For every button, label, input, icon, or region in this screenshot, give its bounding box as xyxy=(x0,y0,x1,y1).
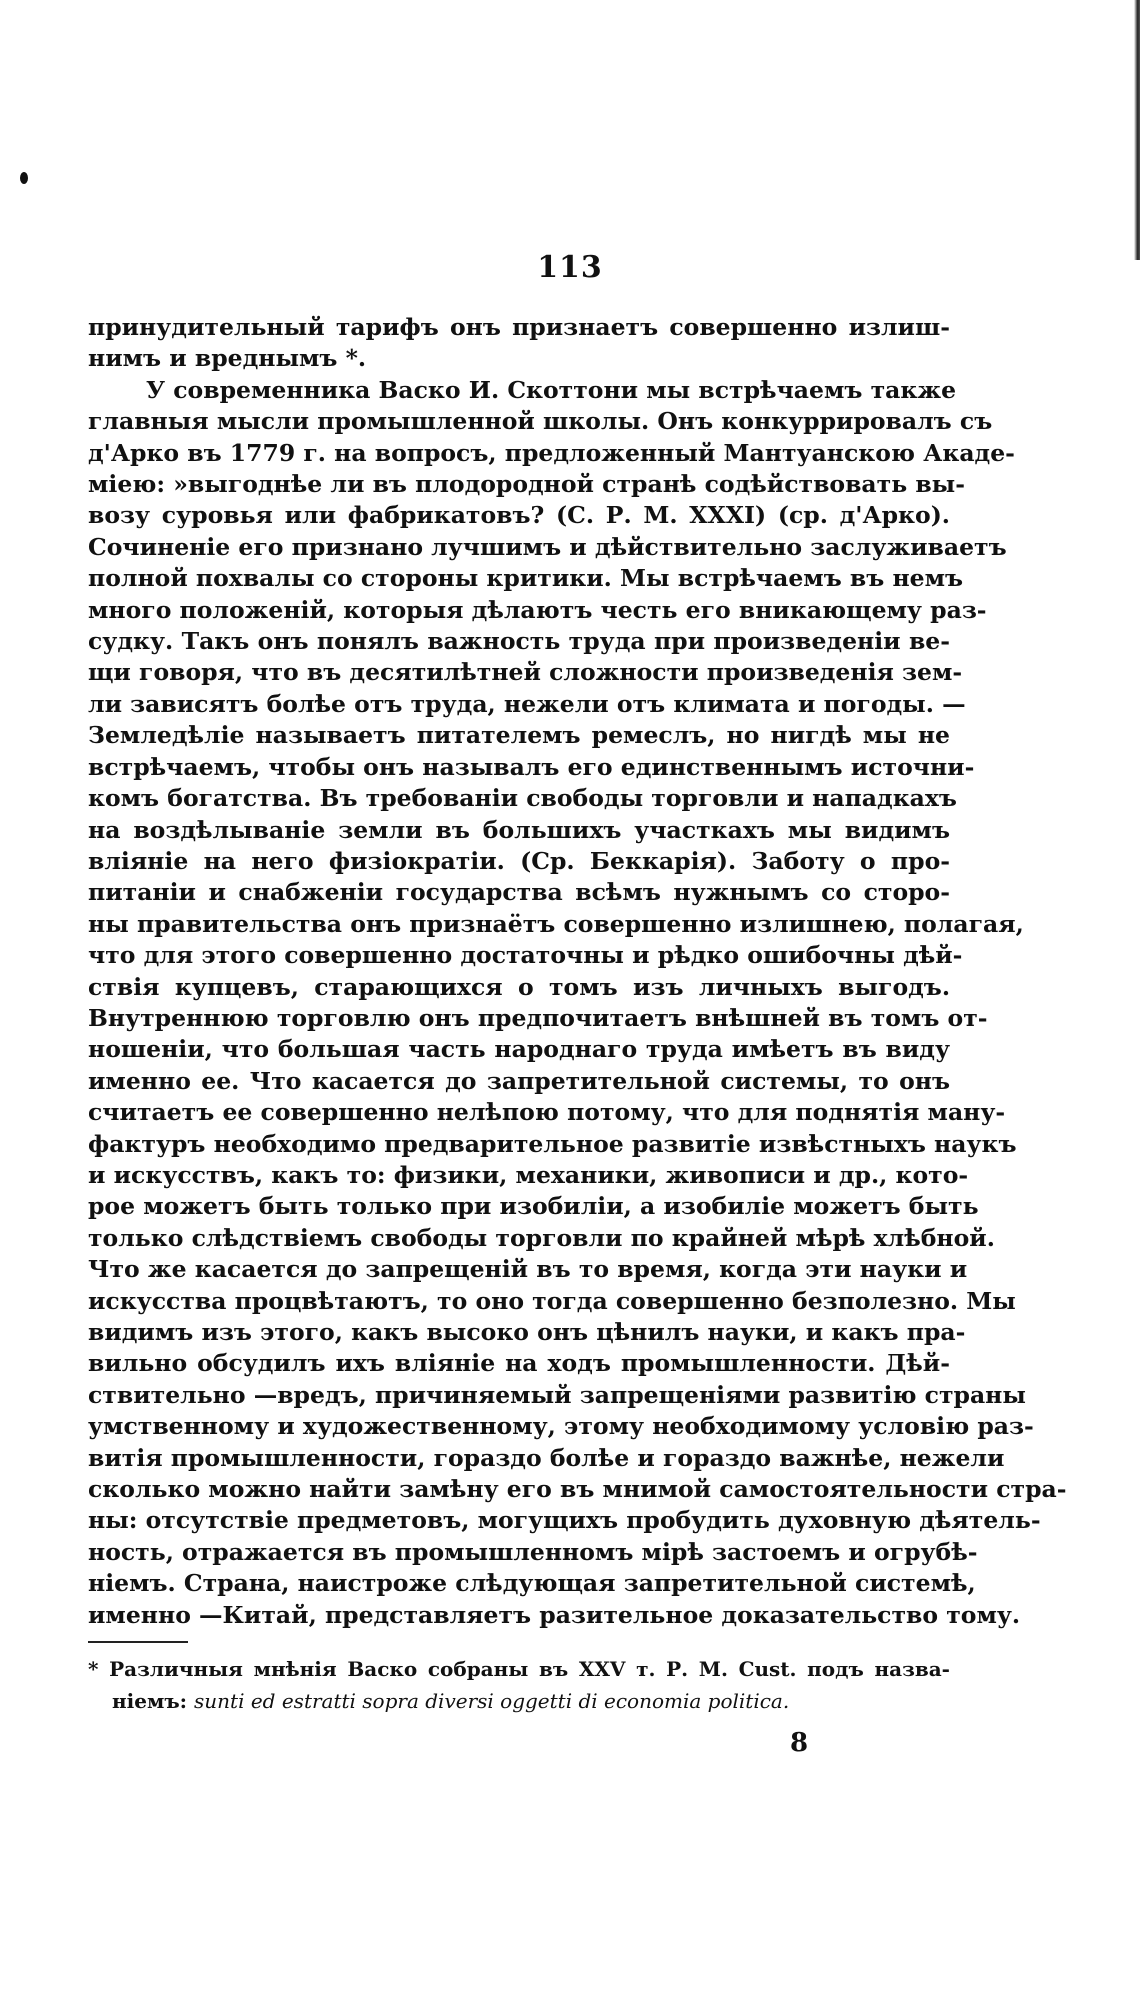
text-line: судку. Такъ онъ понялъ важность труда при произведеніи ве- xyxy=(88,627,950,656)
text-line: рое можетъ быть только при изобиліи, а изобиліе можетъ быть xyxy=(88,1192,979,1221)
footnote-line xyxy=(88,1685,950,1717)
text-line: на воздѣлываніе земли въ большихъ участкахъ мы видимъ xyxy=(88,815,950,844)
footnote xyxy=(88,1653,950,1717)
text-line: принудительный тарифъ онъ признаетъ совершенно излиш- xyxy=(88,313,950,341)
page-edge-shadow xyxy=(1134,0,1140,260)
footnote-prefix: ніемъ: xyxy=(112,1689,195,1713)
text-line: главныя мысли промышленной школы. Онъ конкуррировалъ съ xyxy=(88,407,993,436)
text-line: вильно обсудилъ ихъ вліяніе на ходъ промышленности. Дѣй- xyxy=(88,1349,950,1378)
body-text xyxy=(88,312,1067,1631)
text-line: возу суровья или фабрикатовъ? (С. Р. М. XXXI) (ср. д'Арко). xyxy=(88,501,950,530)
text-line: питаніи и снабженіи государства всѣмъ нужнымъ со сторо- xyxy=(88,878,950,907)
text-line: щи говоря, что въ десятилѣтней сложности произведенія зем- xyxy=(88,658,963,687)
text-line: ны: отсутствіе предметовъ, могущихъ пробудить духовную дѣятель- xyxy=(88,1506,1041,1535)
text-line: сколько можно найти замѣну его въ мнимой самостоятельности стра- xyxy=(88,1475,1067,1504)
text-line: только слѣдствіемъ свободы торговли по крайней мѣрѣ хлѣбной. xyxy=(88,1223,995,1252)
text-line: Внутреннюю торговлю онъ предпочитаетъ внѣшней въ томъ от- xyxy=(88,1003,988,1032)
text-line: считаетъ ее совершенно нелѣпою потому, что для поднятія ману- xyxy=(88,1098,1006,1127)
text-line: полной похвалы со стороны критики. Мы встрѣчаемъ въ немъ xyxy=(88,564,964,593)
text-line: видимъ изъ этого, какъ высоко онъ цѣнилъ науки, и какъ пра- xyxy=(88,1318,966,1346)
text-line: витія промышленности, гораздо болѣе и гораздо важнѣе, нежели xyxy=(88,1443,1005,1472)
page-number: 113 xyxy=(537,250,603,285)
text-line: ны правительства онъ признаётъ совершенно излишнею, полагая, xyxy=(88,909,1024,938)
text-line: ствительно —вредъ, причиняемый запрещеніями развитію страны xyxy=(88,1380,1026,1409)
text-line: искусства процвѣтаютъ, то оно тогда совершенно безполезно. Мы xyxy=(88,1286,1016,1315)
text-line: комъ богатства. Въ требованіи свободы торговли и нападкахъ xyxy=(88,784,957,813)
signature-mark: 8 xyxy=(790,1728,809,1758)
text-line: Что же касается до запрещеній въ то время, когда эти науки и xyxy=(88,1255,968,1284)
text-line: д'Арко въ 1779 г. на вопросъ, предложенный Мантуанскою Акаде- xyxy=(88,438,1015,467)
text-line: вліяніе на него физіократіи. (Ср. Беккарія). Заботу о про- xyxy=(88,846,950,875)
text-line: У современника Васко И. Скоттони мы встрѣчаемъ также xyxy=(146,375,957,404)
text-line: умственному и художественному, этому необходимому условію раз- xyxy=(88,1412,1034,1441)
text-line: міею: »выгоднѣе ли въ плодородной странѣ содѣйствовать вы- xyxy=(88,470,965,499)
text-line: встрѣчаемъ, чтобы онъ называлъ его единственнымъ источни- xyxy=(88,752,975,781)
stray-ink-dot xyxy=(20,172,28,184)
text-line: нимъ и вреднымъ *. xyxy=(88,344,367,373)
text-line: что для этого совершенно достаточны и рѣдко ошибочны дѣй- xyxy=(88,941,963,970)
text-line: фактуръ необходимо предварительное развитіе извѣстныхъ наукъ xyxy=(88,1129,1017,1158)
text-line: ли зависятъ болѣе отъ труда, нежели отъ климата и погоды. — xyxy=(88,689,966,718)
text-line: ніемъ. Страна, наистроже слѣдующая запретительной системѣ, xyxy=(88,1569,976,1598)
text-line: именно —Китай, представляетъ разительное доказательство тому. xyxy=(88,1600,1021,1629)
text-line: и искусствъ, какъ то: физики, механики, живописи и др., кото- xyxy=(88,1160,969,1189)
text-line: ствія купцевъ, старающихся о томъ изъ личныхъ выгодъ. xyxy=(88,972,950,1001)
text-line: именно ее. Что касается до запретительной системы, то онъ xyxy=(88,1066,950,1095)
footnote-divider xyxy=(88,1641,188,1643)
text-line: много положеній, которыя дѣлаютъ честь его вникающему раз- xyxy=(88,595,987,624)
footnote-line: * Различныя мнѣнія Васко собраны въ XXV т. Р. М. Cust. подъ назва- xyxy=(88,1657,950,1681)
footnote-italic-title: sunti ed estratti sopra diversi oggetti di economia politica. xyxy=(194,1689,790,1713)
text-line: ношеніи, что большая часть народнаго труда имѣетъ въ виду xyxy=(88,1035,950,1064)
text-line: Сочиненіе его признано лучшимъ и дѣйствительно заслуживаетъ xyxy=(88,532,1007,561)
text-line: ность, отражается въ промышленномъ мірѣ застоемъ и огрубѣ- xyxy=(88,1537,978,1566)
text-line: Земледѣліе называетъ питателемъ ремеслъ, но нигдѣ мы не xyxy=(88,721,950,750)
